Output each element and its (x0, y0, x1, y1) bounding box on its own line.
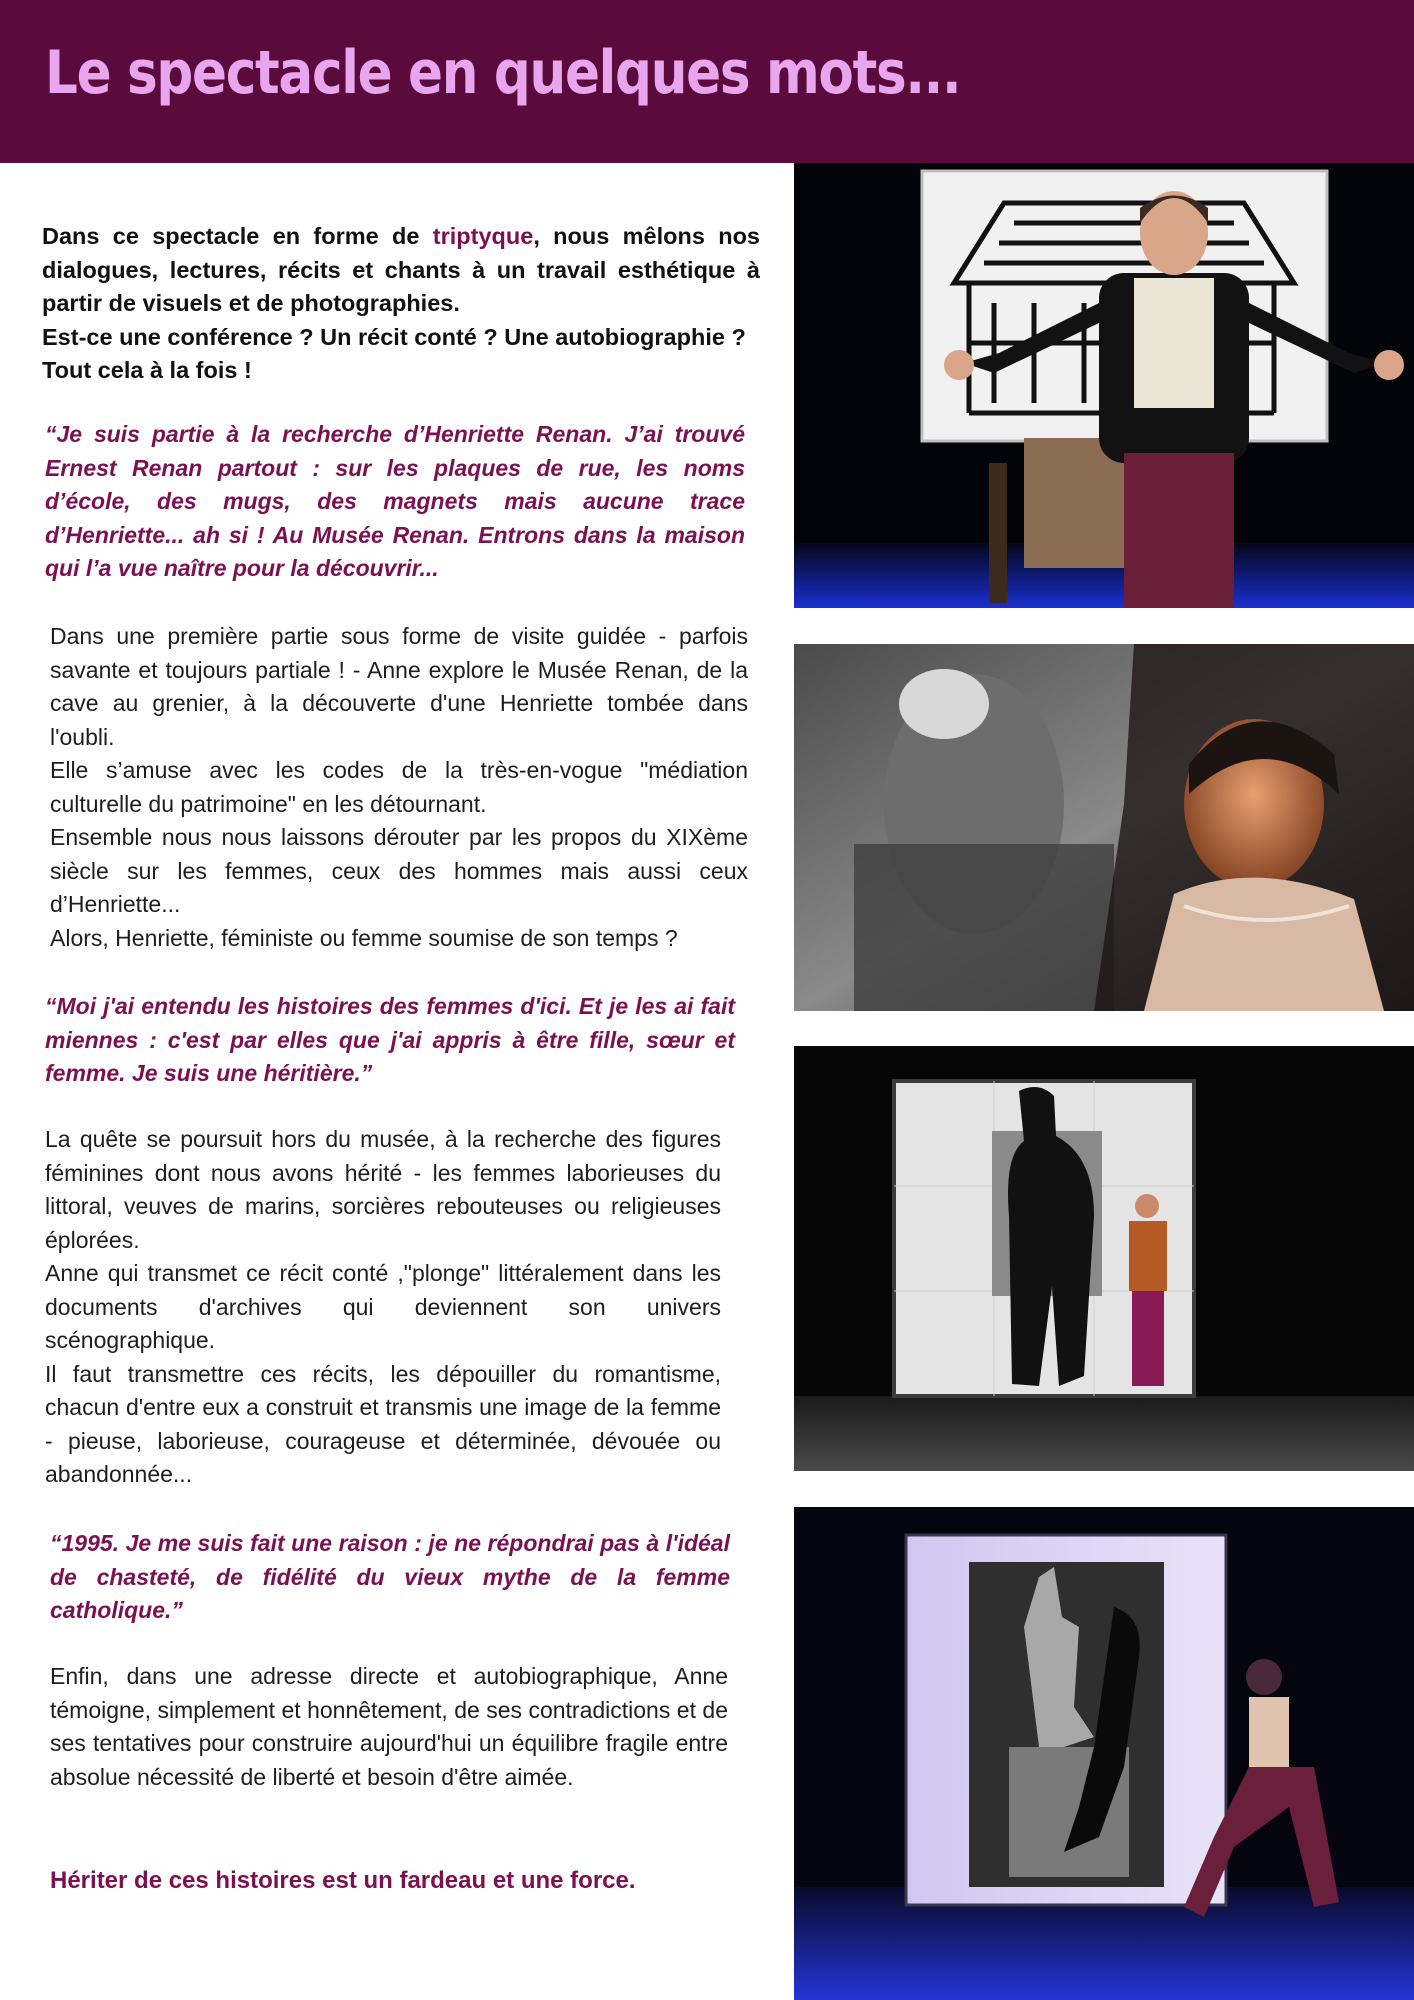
photo-shadow-on-screen (794, 1046, 1414, 1471)
quote-1995: “1995. Je me suis fait une raison : je ne répondrai pas à l'idéal de chasteté, de fidélité du vieux mythe de la femme catholique.” (50, 1530, 730, 1623)
section2-paragraph-3: Il faut transmettre ces récits, les dépouiller du romantisme, chacun d'entre eux a construit et transmis une image de la femme - pieuse, laborieuse, courageuse et déterminée, dévouée ou abandonnée... (45, 1360, 721, 1487)
photo-performer-house-drawing (794, 163, 1414, 608)
section3-paragraph-1: Enfin, dans une adresse directe et autobiographique, Anne témoigne, simplement et honnêtement, de ses contradictions et de ses tentatives pour construire aujourd'hui un équilibre fragile entre absolue nécessité de liberté et besoin d'être aimée. (50, 1663, 728, 1790)
section1-paragraph-3: Ensemble nous nous laissons dérouter par les propos du XIXème siècle sur les femmes, ceux des hommes mais aussi ceux d’Henriette... (50, 824, 748, 917)
intro-highlight: triptyque (432, 223, 534, 249)
quote-henriette-search: “Je suis partie à la recherche d’Henriette Renan. J’ai trouvé Ernest Renan partout : sur les plaques de rue, les noms d’école, des mugs, des magnets mais aucune trace d’Henriette... ah si ! Au Musée Renan. Entrons dans la maison qui l’a vue naître pour la découvrir... (45, 421, 745, 581)
section2-paragraph-1: La quête se poursuit hors du musée, à la recherche des figures féminines dont nous avons hérité - les femmes laborieuses du littoral, veuves de marins, sorcières rebouteuses ou religieuses éplorées. (45, 1126, 721, 1253)
intro-answer: Tout cela à la fois ! (42, 357, 252, 383)
section-museum-visit (50, 620, 748, 955)
intro-text-before: Dans ce spectacle en forme de (42, 223, 433, 249)
intro-paragraph (42, 220, 760, 388)
intro-text-after: , nous mêlons nos dialogues, lectures, récits et chants à un travail esthétique à partir de visuels et de photographies. (42, 223, 760, 316)
quote-heritiere: “Moi j'ai entendu les histoires des femmes d'ici. Et je les ai fait miennes : c'est par elles que j'ai appris à être fille, sœur et femme. Je suis une héritière.” (45, 993, 735, 1086)
intro-question: Est-ce une conférence ? Un récit conté ? Une autobiographie ? (42, 323, 746, 350)
section-autobiography (50, 1660, 728, 1794)
closing-statement: Hériter de ces histoires est un fardeau et une force. (50, 1867, 636, 1894)
photo-archive-projection-portrait (794, 644, 1414, 1011)
section-quest (45, 1123, 721, 1492)
photo-statue-projection-dancer (794, 1507, 1414, 2000)
section1-paragraph-2: Elle s’amuse avec les codes de la très-en-vogue "médiation culturelle du patrimoine" en les détournant. (50, 757, 748, 817)
section1-paragraph-1: Dans une première partie sous forme de visite guidée - parfois savante et toujours partiale ! - Anne explore le Musée Renan, de la cave au grenier, à la découverte d'une Henriette tombée dans l'oubli. (50, 623, 748, 750)
section1-paragraph-4: Alors, Henriette, féministe ou femme soumise de son temps ? (50, 924, 678, 951)
section2-paragraph-2: Anne qui transmet ce récit conté ,"plonge" littéralement dans les documents d'archives qui deviennent son univers scénographique. (45, 1260, 721, 1353)
page-title: Le spectacle en quelques mots... (45, 38, 961, 108)
